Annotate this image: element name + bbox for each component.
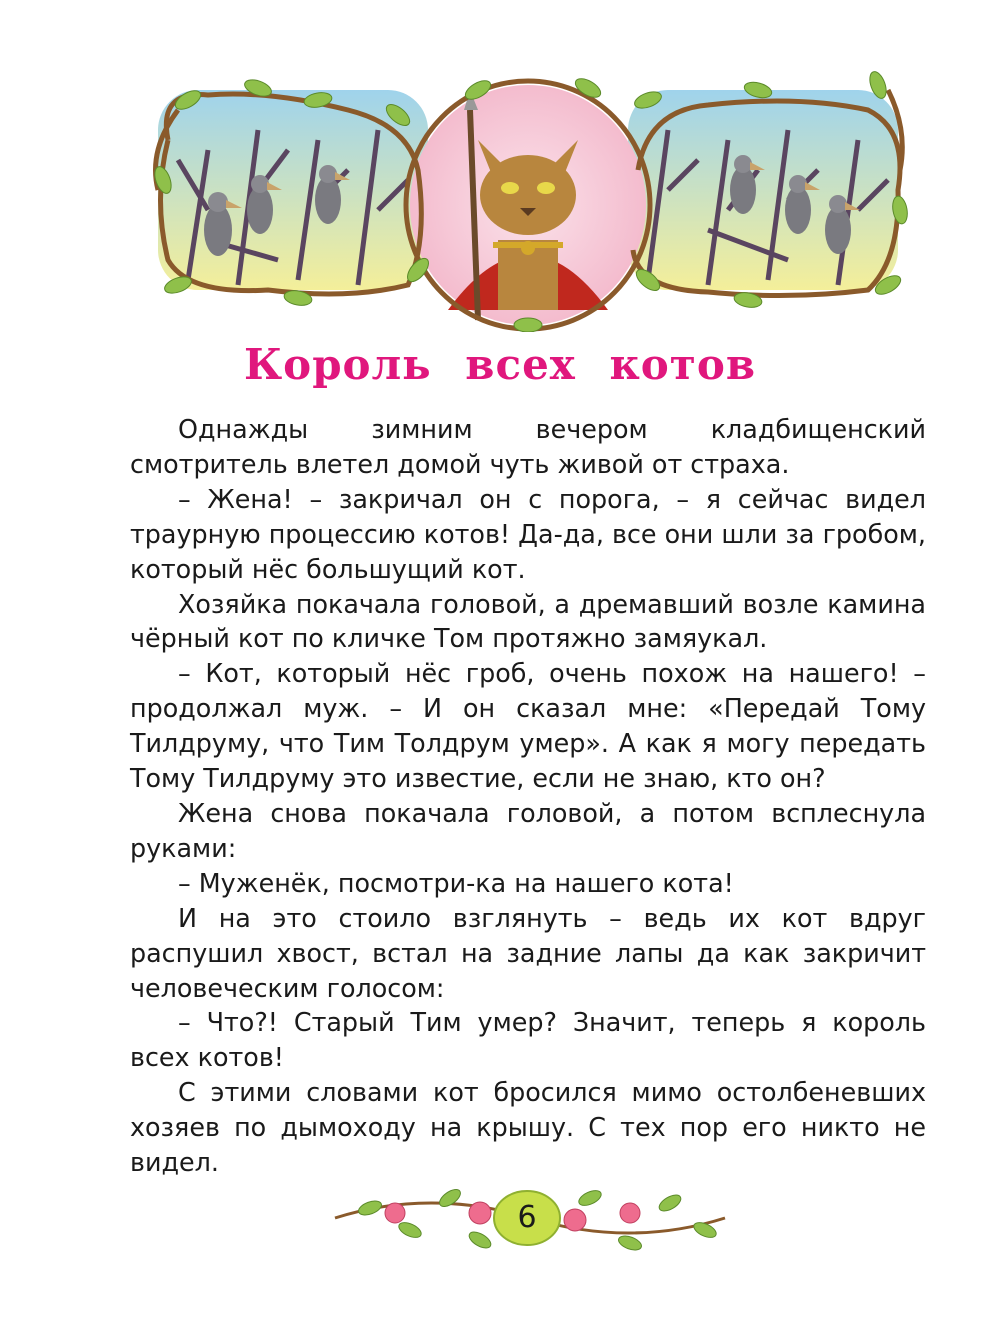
story-text (130, 412, 926, 1180)
paragraph: – Муженёк, посмотри-ка на нашего кота! (178, 867, 734, 898)
page-number: 6 (517, 1200, 537, 1235)
cat-king-icon (410, 85, 646, 325)
left-panel (158, 90, 428, 290)
header-illustration (148, 70, 908, 332)
story-title: Король всех котов (243, 340, 757, 389)
paragraph: И на это стоило взглянуть – ведь их кот вдруг распушил хвост, встал на задние лапы да как закричит человеческим голосом: (130, 902, 926, 1003)
paragraph: – Что?! Старый Тим умер? Значит, теперь я король всех котов! (130, 1007, 926, 1073)
paragraph: – Кот, который нёс гроб, очень похож на нашего! – продолжал муж. – И он сказал мне: «Передай Тому Тилдруму, что Тим Толдрум умер». А как я могу передать Тому Тилдруму это известие, если не знаю, кто он? (130, 658, 926, 794)
paragraph: Жена снова покачала головой, а потом всплеснула руками: (130, 797, 926, 863)
paragraph: Однажды зимним вечером кладбищенский смотритель влетел домой чуть живой от страха. (130, 414, 926, 479)
paragraph: Хозяйка покачала головой, а дремавший возле камина чёрный кот по кличке Том протяжно замяукал. (130, 588, 926, 654)
paragraph: – Жена! – закричал он с порога, – я сейчас видел траурную процессию котов! Да-да, все они шли за гробом, который нёс большущий кот. (130, 483, 926, 584)
paragraph: С этими словами кот бросился мимо остолбеневших хозяев по дымоходу на крышу. С тех пор его никто не видел. (130, 1077, 926, 1178)
